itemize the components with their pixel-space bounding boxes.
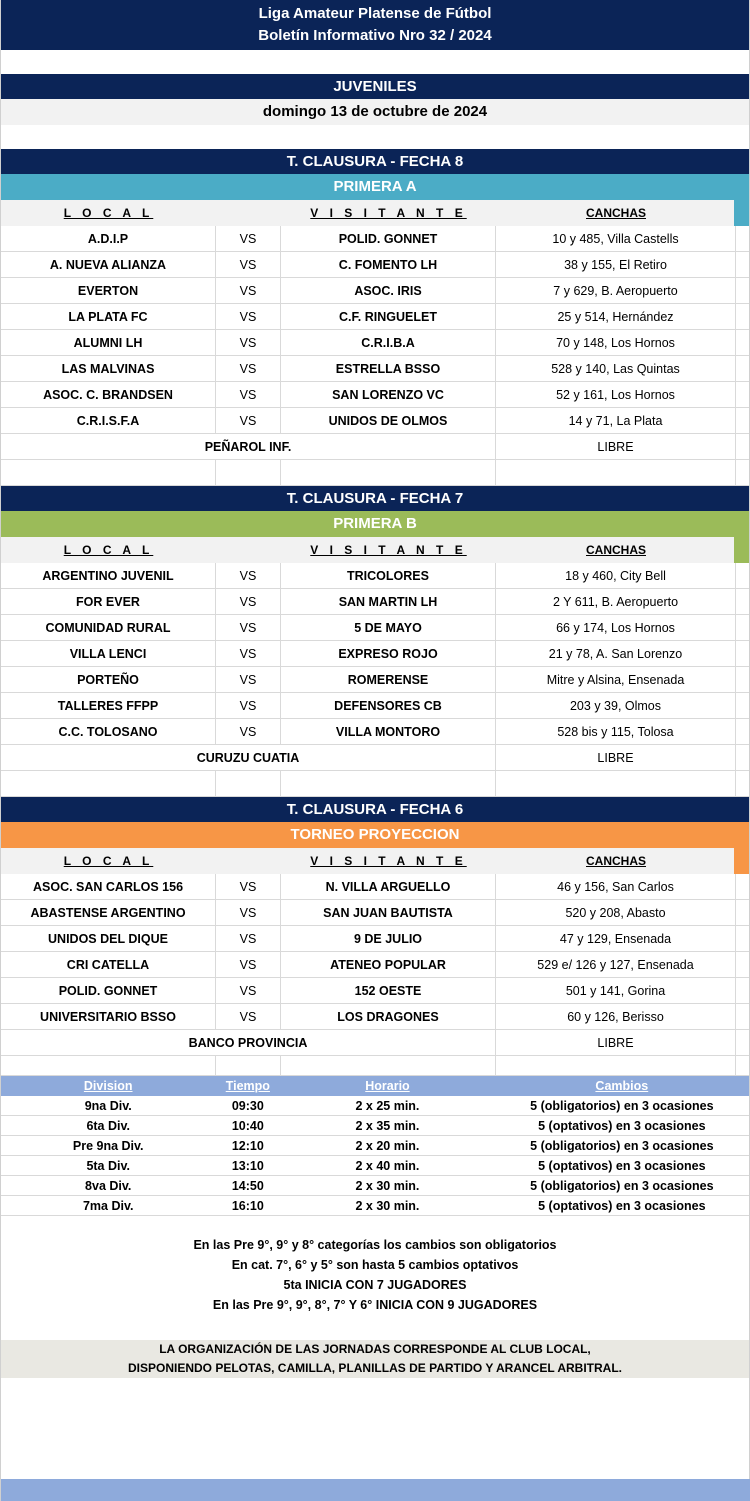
duration: 2 x 30 min.: [355, 1179, 420, 1193]
field-location: 18 y 460, City Bell: [496, 563, 736, 588]
vs-label: VS: [216, 667, 281, 692]
start-time: 16:10: [231, 1199, 264, 1213]
bulletin-number: Boletín Informativo Nro 32 / 2024: [258, 27, 492, 44]
bulletin-header: [1, 0, 749, 50]
field-location: 520 y 208, Abasto: [496, 900, 736, 925]
local-team: PORTEÑO: [1, 667, 216, 692]
vs-label: VS: [216, 978, 281, 1003]
col-cambios: Cambios: [595, 1079, 649, 1093]
schedule-header: [1, 1076, 749, 1096]
field-location: 21 y 78, A. San Lorenzo: [496, 641, 736, 666]
field-location: 46 y 156, San Carlos: [496, 874, 736, 899]
visiting-team: C.F. RINGUELET: [281, 304, 496, 329]
col-local: L O C A L: [63, 543, 154, 557]
local-team: VILLA LENCI: [1, 641, 216, 666]
local-team: C.R.I.S.F.A: [1, 408, 216, 433]
field-location: 203 y 39, Olmos: [496, 693, 736, 718]
empty-row: [1, 1056, 749, 1076]
start-time: 12:10: [231, 1139, 264, 1153]
matches-list: [1, 226, 749, 486]
match-row: [1, 226, 749, 252]
spacer: [1, 125, 749, 149]
col-division: Division: [83, 1079, 133, 1093]
vs-label: VS: [216, 1004, 281, 1029]
substitutions: 5 (optativos) en 3 ocasiones: [538, 1159, 706, 1173]
start-time: 14:50: [231, 1179, 264, 1193]
visiting-team: 152 OESTE: [281, 978, 496, 1003]
matches-list: [1, 563, 749, 797]
visiting-team: TRICOLORES: [281, 563, 496, 588]
visiting-team: ATENEO POPULAR: [281, 952, 496, 977]
match-row: [1, 1004, 749, 1030]
visiting-team: POLID. GONNET: [281, 226, 496, 251]
schedule-row: [1, 1116, 749, 1136]
vs-label: VS: [216, 356, 281, 381]
schedule-row: [1, 1196, 749, 1216]
field-location: 60 y 126, Berisso: [496, 1004, 736, 1029]
libre-label: LIBRE: [496, 1030, 736, 1055]
local-team: A.D.I.P: [1, 226, 216, 251]
col-horario: Horario: [365, 1079, 410, 1093]
start-time: 13:10: [231, 1159, 264, 1173]
column-headers: [1, 200, 749, 226]
match-row: [1, 382, 749, 408]
vs-label: VS: [216, 952, 281, 977]
match-row: [1, 615, 749, 641]
visiting-team: SAN JUAN BAUTISTA: [281, 900, 496, 925]
local-team: ASOC. C. BRANDSEN: [1, 382, 216, 407]
local-team: LA PLATA FC: [1, 304, 216, 329]
local-team: EVERTON: [1, 278, 216, 303]
libre-row: [1, 434, 749, 460]
local-team: COMUNIDAD RURAL: [1, 615, 216, 640]
local-team: ARGENTINO JUVENIL: [1, 563, 216, 588]
division-title: TORNEO PROYECCION: [1, 822, 749, 848]
match-row: [1, 304, 749, 330]
substitutions: 5 (obligatorios) en 3 ocasiones: [530, 1099, 714, 1113]
match-row: [1, 563, 749, 589]
notice-line: LA ORGANIZACIÓN DE LAS JORNADAS CORRESPONDE AL CLUB LOCAL,: [159, 1342, 591, 1356]
note-line: 5ta INICIA CON 7 JUGADORES: [283, 1278, 467, 1292]
match-row: [1, 252, 749, 278]
visiting-team: EXPRESO ROJO: [281, 641, 496, 666]
field-location: 52 y 161, Los Hornos: [496, 382, 736, 407]
vs-label: VS: [216, 926, 281, 951]
field-location: 7 y 629, B. Aeropuerto: [496, 278, 736, 303]
empty-row: [1, 771, 749, 797]
field-location: 10 y 485, Villa Castells: [496, 226, 736, 251]
start-time: 10:40: [231, 1119, 264, 1133]
local-team: ABASTENSE ARGENTINO: [1, 900, 216, 925]
matches-list: [1, 874, 749, 1076]
schedule-row: [1, 1176, 749, 1196]
visiting-team: VILLA MONTORO: [281, 719, 496, 744]
field-location: 70 y 148, Los Hornos: [496, 330, 736, 355]
field-location: 501 y 141, Gorina: [496, 978, 736, 1003]
visiting-team: UNIDOS DE OLMOS: [281, 408, 496, 433]
note-line: En cat. 7°, 6° y 5° son hasta 5 cambios optativos: [231, 1258, 519, 1272]
field-location: 2 Y 611, B. Aeropuerto: [496, 589, 736, 614]
substitutions: 5 (optativos) en 3 ocasiones: [538, 1199, 706, 1213]
local-team: CRI CATELLA: [1, 952, 216, 977]
vs-label: VS: [216, 719, 281, 744]
accent-tab: [734, 537, 749, 563]
duration: 2 x 35 min.: [355, 1119, 420, 1133]
col-visitante: V I S I T A N T E: [310, 206, 467, 220]
vs-label: VS: [216, 226, 281, 251]
field-location: 14 y 71, La Plata: [496, 408, 736, 433]
accent-tab: [734, 848, 749, 874]
section-primera-b: [1, 486, 749, 797]
fecha-title: T. CLAUSURA - FECHA 7: [1, 486, 749, 511]
accent-tab: [734, 200, 749, 226]
match-row: [1, 667, 749, 693]
col-tiempo: Tiempo: [225, 1079, 270, 1093]
match-row: [1, 278, 749, 304]
libre-row: [1, 745, 749, 771]
match-row: [1, 978, 749, 1004]
vs-label: VS: [216, 252, 281, 277]
organization-notice: [1, 1340, 749, 1378]
col-local: L O C A L: [63, 206, 154, 220]
local-team: FOR EVER: [1, 589, 216, 614]
note-line: En las Pre 9°, 9° y 8° categorías los cambios son obligatorios: [193, 1238, 557, 1252]
libre-team: BANCO PROVINCIA: [1, 1030, 496, 1055]
vs-label: VS: [216, 563, 281, 588]
vs-label: VS: [216, 641, 281, 666]
libre-team: CURUZU CUATIA: [1, 745, 496, 770]
local-team: A. NUEVA ALIANZA: [1, 252, 216, 277]
vs-label: VS: [216, 304, 281, 329]
field-location: 528 y 140, Las Quintas: [496, 356, 736, 381]
libre-label: LIBRE: [496, 434, 736, 459]
rules-notes: [1, 1216, 749, 1315]
local-team: LAS MALVINAS: [1, 356, 216, 381]
match-row: [1, 641, 749, 667]
fecha-title: T. CLAUSURA - FECHA 6: [1, 797, 749, 822]
division: 5ta Div.: [86, 1159, 130, 1173]
category-band: JUVENILES: [1, 74, 749, 99]
local-team: POLID. GONNET: [1, 978, 216, 1003]
match-row: [1, 926, 749, 952]
local-team: UNIDOS DEL DIQUE: [1, 926, 216, 951]
duration: 2 x 40 min.: [355, 1159, 420, 1173]
schedule-row: [1, 1156, 749, 1176]
visiting-team: C.R.I.B.A: [281, 330, 496, 355]
col-canchas: CANCHAS: [586, 543, 646, 557]
vs-label: VS: [216, 615, 281, 640]
duration: 2 x 20 min.: [355, 1139, 420, 1153]
visiting-team: DEFENSORES CB: [281, 693, 496, 718]
match-row: [1, 874, 749, 900]
match-row: [1, 356, 749, 382]
empty-row: [1, 460, 749, 486]
visiting-team: ROMERENSE: [281, 667, 496, 692]
visiting-team: N. VILLA ARGUELLO: [281, 874, 496, 899]
visiting-team: C. FOMENTO LH: [281, 252, 496, 277]
col-canchas: CANCHAS: [586, 854, 646, 868]
libre-team: PEÑAROL INF.: [1, 434, 496, 459]
schedule-table: [1, 1076, 749, 1216]
vs-label: VS: [216, 330, 281, 355]
match-row: [1, 408, 749, 434]
libre-label: LIBRE: [496, 745, 736, 770]
match-row: [1, 330, 749, 356]
division-title: PRIMERA B: [1, 511, 749, 537]
match-row: [1, 693, 749, 719]
league-name: Liga Amateur Platense de Fútbol: [258, 5, 492, 22]
column-headers: [1, 537, 749, 563]
substitutions: 5 (obligatorios) en 3 ocasiones: [530, 1139, 714, 1153]
notice-line: DISPONIENDO PELOTAS, CAMILLA, PLANILLAS DE PARTIDO Y ARANCEL ARBITRAL.: [127, 1361, 622, 1375]
visiting-team: ASOC. IRIS: [281, 278, 496, 303]
local-team: TALLERES FFPP: [1, 693, 216, 718]
footer-bar: [1, 1479, 750, 1501]
field-location: 528 bis y 115, Tolosa: [496, 719, 736, 744]
vs-label: VS: [216, 278, 281, 303]
note-line: En las Pre 9°, 9°, 8°, 7° Y 6° INICIA CON 9 JUGADORES: [212, 1298, 538, 1312]
col-canchas: CANCHAS: [586, 206, 646, 220]
match-row: [1, 719, 749, 745]
visiting-team: 9 DE JULIO: [281, 926, 496, 951]
libre-row: [1, 1030, 749, 1056]
division: Pre 9na Div.: [72, 1139, 144, 1153]
local-team: ALUMNI LH: [1, 330, 216, 355]
start-time: 09:30: [231, 1099, 264, 1113]
vs-label: VS: [216, 589, 281, 614]
field-location: 529 e/ 126 y 127, Ensenada: [496, 952, 736, 977]
division: 7ma Div.: [82, 1199, 134, 1213]
schedule-row: [1, 1096, 749, 1116]
vs-label: VS: [216, 900, 281, 925]
local-team: ASOC. SAN CARLOS 156: [1, 874, 216, 899]
vs-label: VS: [216, 382, 281, 407]
duration: 2 x 25 min.: [355, 1099, 420, 1113]
division: 8va Div.: [85, 1179, 132, 1193]
local-team: UNIVERSITARIO BSSO: [1, 1004, 216, 1029]
col-local: L O C A L: [63, 854, 154, 868]
vs-label: VS: [216, 408, 281, 433]
section-primera-a: [1, 149, 749, 486]
section-torneo-proyeccion: [1, 797, 749, 1076]
schedule-row: [1, 1136, 749, 1156]
division-title: PRIMERA A: [1, 174, 749, 200]
field-location: 66 y 174, Los Hornos: [496, 615, 736, 640]
local-team: C.C. TOLOSANO: [1, 719, 216, 744]
substitutions: 5 (obligatorios) en 3 ocasiones: [530, 1179, 714, 1193]
substitutions: 5 (optativos) en 3 ocasiones: [538, 1119, 706, 1133]
fecha-title: T. CLAUSURA - FECHA 8: [1, 149, 749, 174]
visiting-team: SAN LORENZO VC: [281, 382, 496, 407]
visiting-team: 5 DE MAYO: [281, 615, 496, 640]
match-date: domingo 13 de octubre de 2024: [1, 99, 749, 125]
division: 9na Div.: [84, 1099, 132, 1113]
field-location: 25 y 514, Hernández: [496, 304, 736, 329]
visiting-team: LOS DRAGONES: [281, 1004, 496, 1029]
field-location: 38 y 155, El Retiro: [496, 252, 736, 277]
match-row: [1, 952, 749, 978]
division: 6ta Div.: [86, 1119, 130, 1133]
field-location: Mitre y Alsina, Ensenada: [496, 667, 736, 692]
match-row: [1, 900, 749, 926]
visiting-team: ESTRELLA BSSO: [281, 356, 496, 381]
match-row: [1, 589, 749, 615]
spacer: [1, 50, 749, 74]
duration: 2 x 30 min.: [355, 1199, 420, 1213]
vs-label: VS: [216, 693, 281, 718]
vs-label: VS: [216, 874, 281, 899]
col-visitante: V I S I T A N T E: [310, 543, 467, 557]
field-location: 47 y 129, Ensenada: [496, 926, 736, 951]
visiting-team: SAN MARTIN LH: [281, 589, 496, 614]
col-visitante: V I S I T A N T E: [310, 854, 467, 868]
column-headers: [1, 848, 749, 874]
